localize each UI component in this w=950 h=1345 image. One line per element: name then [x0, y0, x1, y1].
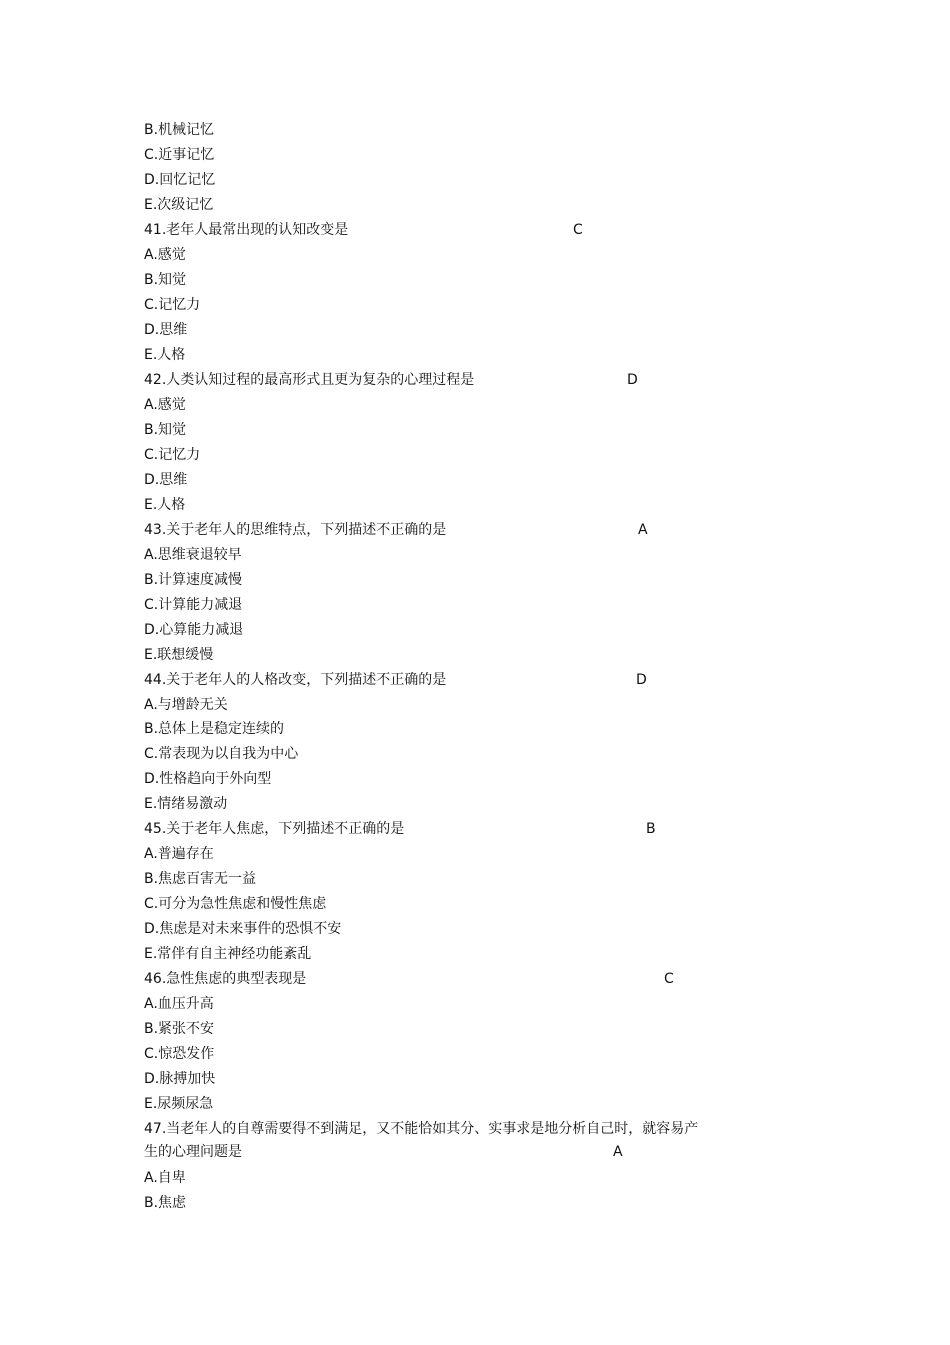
option-e-line: E.次级记忆	[144, 197, 214, 213]
option-b-line: B.计算速度减慢	[144, 572, 243, 588]
option-d-line: D.性格趋向于外向型	[144, 771, 272, 787]
option-b-line: B.知觉	[144, 422, 187, 438]
question-46: 46.急性焦虑的典型表现是	[144, 971, 307, 987]
option-d-line: D.回忆记忆	[144, 172, 216, 188]
question-47-continuation: 生的心理问题是	[144, 1144, 242, 1160]
option-d-line: D.脉搏加快	[144, 1071, 216, 1087]
option-c-line: C.可分为急性焦虑和慢性焦虑	[144, 896, 327, 912]
option-d-line: D.心算能力减退	[144, 622, 244, 638]
option-c-line: C.记忆力	[144, 297, 201, 313]
answer-45: B	[646, 821, 656, 837]
option-c-line: C.计算能力减退	[144, 597, 243, 613]
option-d-line: D.思维	[144, 322, 188, 338]
question-41: 41.老年人最常出现的认知改变是	[144, 222, 349, 238]
option-b-line: B.紧张不安	[144, 1021, 215, 1037]
option-a-line: A.血压升高	[144, 996, 214, 1012]
option-e-line: E.联想缓慢	[144, 647, 214, 663]
option-a-line: A.普遍存在	[144, 846, 214, 862]
option-d-line: D.思维	[144, 472, 188, 488]
option-c-line: C.惊恐发作	[144, 1046, 215, 1062]
option-b-line: B.总体上是稳定连续的	[144, 721, 285, 737]
answer-44: D	[636, 672, 647, 688]
answer-47: A	[613, 1144, 623, 1160]
option-b-line: B.焦虑百害无一益	[144, 871, 257, 887]
option-e-line: E.情绪易激动	[144, 796, 228, 812]
option-e-line: E.人格	[144, 497, 186, 513]
option-a-line: A.感觉	[144, 247, 186, 263]
option-d-line: D.焦虑是对未来事件的恐惧不安	[144, 921, 342, 937]
option-c-line: C.近事记忆	[144, 147, 215, 163]
option-a-line: A.感觉	[144, 397, 186, 413]
option-c-line: C.常表现为以自我为中心	[144, 746, 299, 762]
option-e-line: E.常伴有自主神经功能紊乱	[144, 946, 312, 962]
option-b-line: B.机械记忆	[144, 122, 215, 138]
option-c-line: C.记忆力	[144, 447, 201, 463]
option-e-line: E.尿频尿急	[144, 1096, 214, 1112]
question-45: 45.关于老年人焦虑，下列描述不正确的是	[144, 821, 405, 837]
question-47: 47.当老年人的自尊需要得不到满足，又不能恰如其分、实事求是地分析自己时，就容易产	[144, 1121, 699, 1137]
question-42: 42.人类认知过程的最高形式且更为复杂的心理过程是	[144, 372, 475, 388]
option-e-line: E.人格	[144, 347, 186, 363]
question-43: 43.关于老年人的思维特点，下列描述不正确的是	[144, 522, 447, 538]
answer-42: D	[627, 372, 638, 388]
option-b-line: B.知觉	[144, 272, 187, 288]
answer-41: C	[573, 222, 583, 238]
option-a-line: A.与增龄无关	[144, 697, 228, 713]
option-a-line: A.思维衰退较早	[144, 547, 242, 563]
question-44: 44.关于老年人的人格改变，下列描述不正确的是	[144, 672, 447, 688]
option-b-line: B.焦虑	[144, 1195, 187, 1211]
answer-43: A	[638, 522, 648, 538]
answer-46: C	[664, 971, 674, 987]
option-a-line: A.自卑	[144, 1170, 186, 1186]
